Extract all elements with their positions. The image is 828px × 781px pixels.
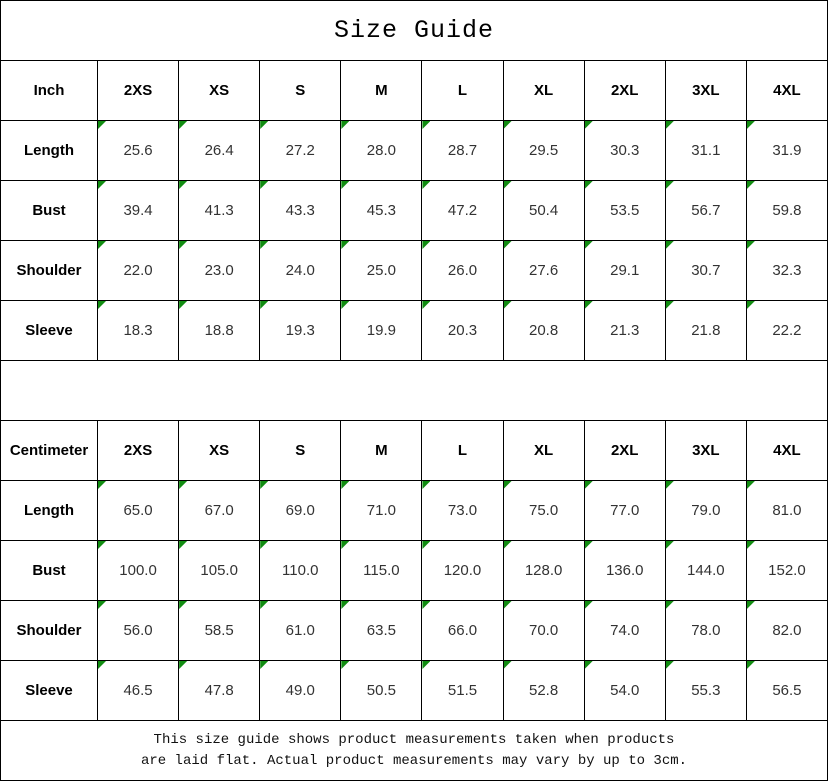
size-header-cell: 4XL <box>746 61 827 121</box>
corner-marker-icon <box>585 601 593 609</box>
measurement-row <box>1 481 828 541</box>
size-header-cell: L <box>422 61 503 121</box>
measurement-cell <box>260 241 341 301</box>
corner-marker-icon <box>585 661 593 669</box>
measurement-cell <box>179 541 260 601</box>
measurement-cell <box>260 121 341 181</box>
corner-marker-icon <box>422 481 430 489</box>
measurement-value: 105.0 <box>200 562 238 579</box>
corner-marker-icon <box>260 601 268 609</box>
corner-marker-icon <box>666 541 674 549</box>
measurement-value: 31.9 <box>772 142 802 159</box>
measurement-cell <box>746 121 827 181</box>
measurement-cell <box>584 661 665 721</box>
corner-marker-icon <box>504 541 512 549</box>
measurement-cell <box>341 301 422 361</box>
size-header-cell: 2XS <box>98 61 179 121</box>
unit-header-cell: Inch <box>1 61 98 121</box>
measurement-value: 30.3 <box>610 142 640 159</box>
footnote <box>1 721 828 781</box>
row-label-cell: Bust <box>1 541 98 601</box>
corner-marker-icon <box>747 121 755 129</box>
size-header-cell: L <box>422 421 503 481</box>
corner-marker-icon <box>747 241 755 249</box>
measurement-cell <box>503 241 584 301</box>
footnote-line-2: are laid flat. Actual product measurements may vary by up to 3cm. <box>140 752 688 769</box>
measurement-cell <box>422 241 503 301</box>
spacer-section <box>1 361 828 421</box>
measurement-cell <box>98 601 179 661</box>
corner-marker-icon <box>504 121 512 129</box>
measurement-value: 52.8 <box>529 682 559 699</box>
measurement-value: 71.0 <box>366 502 396 519</box>
corner-marker-icon <box>504 601 512 609</box>
measurement-cell <box>584 301 665 361</box>
measurement-value: 54.0 <box>610 682 640 699</box>
measurement-cell <box>665 301 746 361</box>
measurement-cell <box>260 481 341 541</box>
measurement-cell <box>584 241 665 301</box>
measurement-row <box>1 121 828 181</box>
measurement-cell <box>341 601 422 661</box>
title-row <box>1 1 828 61</box>
size-header-cell: XS <box>179 61 260 121</box>
corner-marker-icon <box>422 181 430 189</box>
measurement-cell <box>503 661 584 721</box>
size-header-cell: XL <box>503 61 584 121</box>
corner-marker-icon <box>666 121 674 129</box>
corner-marker-icon <box>747 481 755 489</box>
measurement-value: 22.0 <box>123 262 153 279</box>
measurement-value: 47.8 <box>204 682 234 699</box>
measurement-cell <box>422 661 503 721</box>
measurement-cell <box>98 481 179 541</box>
measurement-value: 82.0 <box>772 622 802 639</box>
measurement-cell <box>98 661 179 721</box>
measurement-cell <box>422 121 503 181</box>
corner-marker-icon <box>585 181 593 189</box>
measurement-value: 49.0 <box>285 682 315 699</box>
measurement-value: 58.5 <box>204 622 234 639</box>
measurement-value: 65.0 <box>123 502 153 519</box>
measurement-value: 21.8 <box>691 322 721 339</box>
measurement-value: 22.2 <box>772 322 802 339</box>
corner-marker-icon <box>98 181 106 189</box>
measurement-value: 47.2 <box>447 202 478 219</box>
measurement-cell <box>665 241 746 301</box>
corner-marker-icon <box>666 601 674 609</box>
measurement-cell <box>179 481 260 541</box>
corner-marker-icon <box>260 481 268 489</box>
corner-marker-icon <box>98 601 106 609</box>
size-header-cell: XL <box>503 421 584 481</box>
corner-marker-icon <box>98 301 106 309</box>
measurement-cell <box>746 481 827 541</box>
spacer-row <box>1 361 828 421</box>
corner-marker-icon <box>98 121 106 129</box>
measurement-value: 51.5 <box>447 682 478 699</box>
measurement-value: 32.3 <box>772 262 802 279</box>
measurement-value: 50.4 <box>529 202 559 219</box>
measurement-cell <box>503 181 584 241</box>
measurement-cell <box>746 241 827 301</box>
measurement-value: 115.0 <box>363 562 400 579</box>
measurement-value: 20.8 <box>529 322 559 339</box>
corner-marker-icon <box>585 241 593 249</box>
measurement-value: 24.0 <box>285 262 315 279</box>
corner-marker-icon <box>260 661 268 669</box>
measurement-value: 61.0 <box>285 622 315 639</box>
measurement-cell <box>503 541 584 601</box>
measurement-value: 56.5 <box>772 682 802 699</box>
measurement-cell <box>341 481 422 541</box>
corner-marker-icon <box>422 601 430 609</box>
measurement-cell <box>260 661 341 721</box>
corner-marker-icon <box>341 121 349 129</box>
measurement-cell <box>179 181 260 241</box>
measurement-cell <box>179 301 260 361</box>
corner-marker-icon <box>179 181 187 189</box>
measurement-cell <box>260 301 341 361</box>
measurement-value: 31.1 <box>691 142 721 159</box>
measurement-value: 18.8 <box>204 322 234 339</box>
measurement-cell <box>341 661 422 721</box>
corner-marker-icon <box>98 241 106 249</box>
corner-marker-icon <box>585 481 593 489</box>
corner-marker-icon <box>747 601 755 609</box>
size-header-cell: 3XL <box>665 61 746 121</box>
corner-marker-icon <box>747 301 755 309</box>
corner-marker-icon <box>504 661 512 669</box>
measurement-value: 53.5 <box>610 202 640 219</box>
measurement-cell <box>341 121 422 181</box>
measurement-value: 28.7 <box>447 142 478 159</box>
measurement-cell <box>260 181 341 241</box>
corner-marker-icon <box>747 661 755 669</box>
corner-marker-icon <box>504 181 512 189</box>
size-header-cell: M <box>341 421 422 481</box>
measurement-cell <box>422 301 503 361</box>
corner-marker-icon <box>179 241 187 249</box>
size-header-row <box>1 421 828 481</box>
measurement-value: 55.3 <box>691 682 721 699</box>
measurement-value: 152.0 <box>768 562 806 579</box>
measurement-value: 79.0 <box>691 502 721 519</box>
measurement-value: 27.6 <box>529 262 559 279</box>
corner-marker-icon <box>422 541 430 549</box>
footnote-row <box>1 721 828 781</box>
size-header-row <box>1 61 828 121</box>
measurement-value: 30.7 <box>691 262 721 279</box>
measurement-value: 46.5 <box>123 682 153 699</box>
measurement-value: 110.0 <box>282 562 319 579</box>
measurement-value: 20.3 <box>447 322 478 339</box>
measurement-value: 69.0 <box>285 502 315 519</box>
measurement-cell <box>665 661 746 721</box>
measurement-row <box>1 181 828 241</box>
measurement-row <box>1 661 828 721</box>
measurement-cell <box>341 541 422 601</box>
measurement-value: 39.4 <box>123 202 153 219</box>
measurement-value: 56.7 <box>691 202 721 219</box>
row-label-cell: Bust <box>1 181 98 241</box>
measurement-cell <box>503 121 584 181</box>
corner-marker-icon <box>179 121 187 129</box>
row-label-cell: Sleeve <box>1 301 98 361</box>
corner-marker-icon <box>260 301 268 309</box>
size-header-cell: M <box>341 61 422 121</box>
measurement-value: 50.5 <box>366 682 396 699</box>
measurement-value: 28.0 <box>366 142 396 159</box>
measurement-value: 21.3 <box>610 322 640 339</box>
size-header-cell: 2XS <box>98 421 179 481</box>
measurement-cell <box>665 481 746 541</box>
measurement-cell <box>98 541 179 601</box>
corner-marker-icon <box>585 301 593 309</box>
row-label-cell: Shoulder <box>1 241 98 301</box>
unit-header-cell: Centimeter <box>1 421 98 481</box>
measurement-cell <box>422 481 503 541</box>
measurement-cell <box>98 121 179 181</box>
size-header-cell: S <box>260 421 341 481</box>
page-title: Size Guide <box>1 1 828 61</box>
measurement-value: 77.0 <box>610 502 640 519</box>
measurement-value: 67.0 <box>204 502 234 519</box>
corner-marker-icon <box>585 541 593 549</box>
measurement-value: 136.0 <box>605 562 644 579</box>
measurement-cell <box>584 481 665 541</box>
measurement-value: 75.0 <box>529 502 559 519</box>
measurement-row <box>1 601 828 661</box>
measurement-value: 43.3 <box>285 202 315 219</box>
corner-marker-icon <box>341 301 349 309</box>
measurement-value: 29.5 <box>529 142 559 159</box>
measurement-cell <box>665 121 746 181</box>
measurement-cell <box>584 121 665 181</box>
corner-marker-icon <box>179 541 187 549</box>
corner-marker-icon <box>747 181 755 189</box>
measurement-cell <box>422 601 503 661</box>
measurement-cell <box>422 181 503 241</box>
measurement-value: 18.3 <box>123 322 153 339</box>
measurement-cell <box>260 601 341 661</box>
measurement-cell <box>98 241 179 301</box>
corner-marker-icon <box>179 661 187 669</box>
corner-marker-icon <box>341 241 349 249</box>
measurement-value: 27.2 <box>285 142 315 159</box>
measurement-value: 66.0 <box>447 622 478 639</box>
footnote-line-1: This size guide shows product measurements taken when products <box>153 731 675 748</box>
size-header-cell: 4XL <box>746 421 827 481</box>
measurement-cell <box>665 181 746 241</box>
measurement-value: 73.0 <box>447 502 478 519</box>
row-label-cell: Shoulder <box>1 601 98 661</box>
size-header-cell: XS <box>179 421 260 481</box>
size-header-cell: 2XL <box>584 421 665 481</box>
measurement-cell <box>584 181 665 241</box>
size-header-cell: 2XL <box>584 61 665 121</box>
measurement-value: 26.4 <box>204 142 234 159</box>
corner-marker-icon <box>179 301 187 309</box>
measurement-value: 100.0 <box>119 562 157 579</box>
measurement-value: 63.5 <box>366 622 396 639</box>
measurement-row <box>1 541 828 601</box>
measurement-row <box>1 301 828 361</box>
measurement-value: 120.0 <box>443 562 482 579</box>
corner-marker-icon <box>260 241 268 249</box>
measurement-cell <box>179 241 260 301</box>
corner-marker-icon <box>260 121 268 129</box>
measurement-cell <box>260 541 341 601</box>
measurement-cell <box>179 601 260 661</box>
measurement-value: 78.0 <box>691 622 721 639</box>
measurement-value: 23.0 <box>204 262 234 279</box>
measurement-value: 19.3 <box>285 322 315 339</box>
measurement-value: 45.3 <box>366 202 396 219</box>
measurement-cell <box>179 661 260 721</box>
corner-marker-icon <box>666 181 674 189</box>
corner-marker-icon <box>666 661 674 669</box>
measurement-value: 74.0 <box>610 622 640 639</box>
measurement-cell <box>341 241 422 301</box>
measurement-cell <box>746 661 827 721</box>
measurement-value: 59.8 <box>772 202 802 219</box>
measurement-value: 26.0 <box>447 262 478 279</box>
corner-marker-icon <box>98 541 106 549</box>
measurement-value: 128.0 <box>524 562 563 579</box>
corner-marker-icon <box>504 481 512 489</box>
table-spacer <box>1 361 828 421</box>
measurement-cell <box>503 301 584 361</box>
corner-marker-icon <box>585 121 593 129</box>
measurement-value: 25.0 <box>366 262 396 279</box>
inch-table-section <box>1 61 828 361</box>
measurement-value: 25.6 <box>123 142 153 159</box>
measurement-row <box>1 241 828 301</box>
title-section <box>1 1 828 61</box>
corner-marker-icon <box>666 301 674 309</box>
corner-marker-icon <box>341 601 349 609</box>
measurement-value: 144.0 <box>687 562 725 579</box>
row-label-cell: Length <box>1 121 98 181</box>
corner-marker-icon <box>260 181 268 189</box>
measurement-cell <box>665 601 746 661</box>
size-header-cell: S <box>260 61 341 121</box>
measurement-value: 41.3 <box>204 202 234 219</box>
measurement-cell <box>665 541 746 601</box>
size-header-cell: 3XL <box>665 421 746 481</box>
corner-marker-icon <box>179 481 187 489</box>
measurement-cell <box>746 541 827 601</box>
corner-marker-icon <box>179 601 187 609</box>
measurement-cell <box>503 601 584 661</box>
corner-marker-icon <box>98 661 106 669</box>
measurement-cell <box>584 541 665 601</box>
corner-marker-icon <box>341 181 349 189</box>
corner-marker-icon <box>341 481 349 489</box>
corner-marker-icon <box>666 241 674 249</box>
corner-marker-icon <box>422 301 430 309</box>
footnote-section <box>1 721 828 781</box>
corner-marker-icon <box>422 661 430 669</box>
corner-marker-icon <box>747 541 755 549</box>
corner-marker-icon <box>504 241 512 249</box>
row-label-cell: Length <box>1 481 98 541</box>
measurement-cell <box>179 121 260 181</box>
row-label-cell: Sleeve <box>1 661 98 721</box>
corner-marker-icon <box>666 481 674 489</box>
measurement-cell <box>98 181 179 241</box>
measurement-cell <box>422 541 503 601</box>
corner-marker-icon <box>341 661 349 669</box>
measurement-cell <box>746 181 827 241</box>
measurement-cell <box>98 301 179 361</box>
measurement-cell <box>503 481 584 541</box>
measurement-value: 70.0 <box>529 622 559 639</box>
corner-marker-icon <box>422 241 430 249</box>
corner-marker-icon <box>341 541 349 549</box>
centimeter-table-section <box>1 421 828 721</box>
measurement-cell <box>746 601 827 661</box>
measurement-cell <box>341 181 422 241</box>
corner-marker-icon <box>504 301 512 309</box>
corner-marker-icon <box>422 121 430 129</box>
corner-marker-icon <box>98 481 106 489</box>
measurement-value: 29.1 <box>610 262 640 279</box>
measurement-cell <box>746 301 827 361</box>
measurement-value: 56.0 <box>123 622 153 639</box>
measurement-value: 19.9 <box>366 322 396 339</box>
measurement-cell <box>584 601 665 661</box>
corner-marker-icon <box>260 541 268 549</box>
measurement-value: 81.0 <box>772 502 802 519</box>
